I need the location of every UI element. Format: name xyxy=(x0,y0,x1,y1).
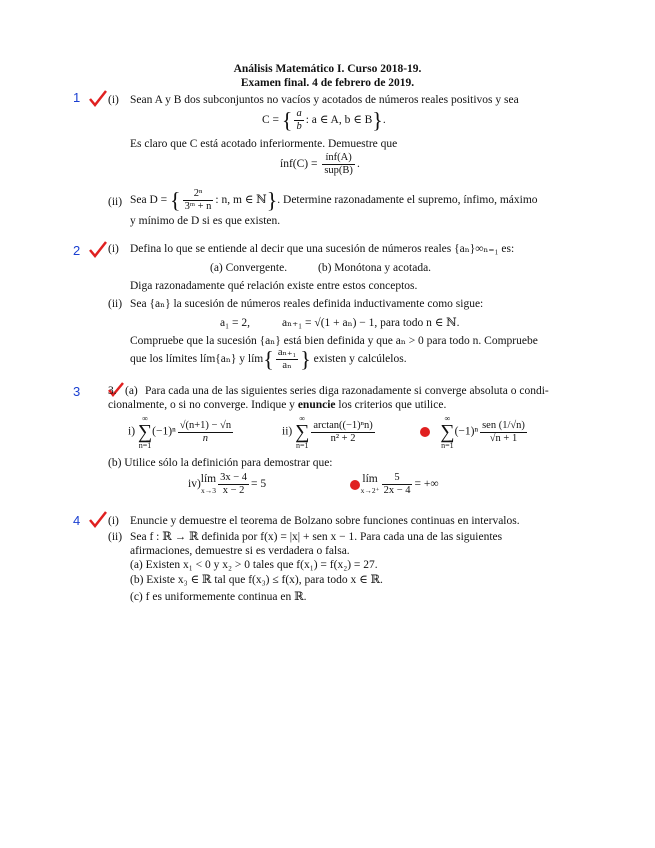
q3-limit-v: lím x→2⁺ $\frac{5}{2x - 4}$ = +∞ xyxy=(360,472,439,496)
q4-ii-text1: Sea f : ℝ → ℝ definida por f(x) = |x| + sen x − 1. Para cada una de las siguientes xyxy=(130,531,503,543)
q3-series-iii: ∞ ∑ n=1(−1)ⁿ $\frac{\text{sen (1/√n)}}{√n + 1}$ xyxy=(440,414,525,450)
q2-option-b: (b) Monótona y acotada. xyxy=(318,262,432,274)
check-mark-icon xyxy=(88,511,108,529)
q1-ii-formula: Sea D = { $\frac{\text{2ⁿ}}{\text{3ᵐ + n}}$ : n, m ∈ ℕ}. Determine razonadamente el supremo, ínfimo, máximo xyxy=(130,187,538,213)
q4-ii-text2: afirmaciones, demuestre si es verdadera o falsa. xyxy=(130,545,350,557)
exam-date: Examen final. 4 de febrero de 2019. xyxy=(240,77,415,89)
q1-i-text2: Es claro que C está acotado inferiormente. Demuestre que xyxy=(130,138,398,150)
q2-ii-text: Sea {aₙ} la sucesión de números reales definida inductivamente como sigue: xyxy=(130,298,484,310)
q1-i-label: (i) xyxy=(108,94,119,106)
q4-item-b: (b) Existe x₃ ∈ ℝ tal que f(x₃) ≤ f(x), para todo x ∈ ℝ. xyxy=(130,574,383,586)
q3-a-text1: Para cada una de las siguientes series diga razonadamente si converge absoluta o condi- xyxy=(145,385,549,397)
check-mark-icon xyxy=(88,90,108,108)
q4-i-label: (i) xyxy=(108,515,119,527)
q1-i-text: Sean A y B dos subconjuntos no vacíos y acotados de números reales positivos y sea xyxy=(130,94,519,106)
q3-series-ii: ii) ∞ ∑ n=1 $\frac{\text{arctan((−1)ⁿn)}}{\text{n² + 2}}$ xyxy=(282,414,373,450)
set-c-condition: : a ∈ A, b ∈ B xyxy=(305,114,373,127)
q4-item-c: (c) f es uniformemente continua en ℝ. xyxy=(130,591,307,603)
annotation-number-2: 2 xyxy=(73,243,81,258)
q4-i-text: Enuncie y demuestre el teorema de Bolzano sobre funciones continuas en intervalos. xyxy=(130,515,520,527)
annotation-number-1: 1 xyxy=(73,90,81,105)
q2-recurrence-an: aₙ₊₁ = √(1 + aₙ) − 1, para todo n ∈ ℕ. xyxy=(282,317,460,329)
q2-ii-text3: que los límites lím{aₙ} y lím{ $\frac{\text{aₙ₊₁}}{\text{aₙ}}$ } existen y calcúlelos. xyxy=(130,346,407,372)
exam-title: Análisis Matemático I. Curso 2018-19. xyxy=(233,63,422,75)
check-mark-icon xyxy=(88,241,108,259)
q2-i-label: (i) xyxy=(108,243,119,255)
q2-option-a: (a) Convergente. xyxy=(210,262,288,274)
q2-ii-label: (ii) xyxy=(108,298,123,310)
q4-ii-label: (ii) xyxy=(108,531,123,543)
q3-label: 3. xyxy=(108,385,117,397)
set-c-lhs: C = xyxy=(262,114,280,127)
q2-i-text2: Diga razonadamente qué relación existe entre estos conceptos. xyxy=(130,280,418,292)
q3-b-text: (b) Utilice sólo la definición para demostrar que: xyxy=(108,457,333,469)
q1-set-c: C = { $\frac{a}{b}$ : a ∈ A, b ∈ B}. xyxy=(262,107,386,133)
q4-item-a: (a) Existen x₁ < 0 y x₂ > 0 tales que f(x₁) = f(x₂) = 27. xyxy=(130,559,378,571)
annotation-number-4: 4 xyxy=(73,513,81,528)
q2-ii-text2: Compruebe que la sucesión {aₙ} está bien definida y que aₙ > 0 para todo n. Compruebe xyxy=(130,335,538,347)
q2-i-text: Defina lo que se entiende al decir que una sucesión de números reales {aₙ}∞ₙ₌₁ es: xyxy=(130,243,515,255)
q1-ii-text-c: y mínimo de D si es que existen. xyxy=(130,215,281,227)
q2-recurrence-a1: a₁ = 2, xyxy=(220,317,250,329)
q1-ii-label: (ii) xyxy=(108,196,123,208)
q3-limit-iv: iv)lím x→3 $\frac{3x - 4}{x - 2}$ = 5 xyxy=(188,472,267,496)
annotation-number-3: 3 xyxy=(73,384,81,399)
q1-inf-formula: ínf(C) = $\frac{\text{ínf(A)}}{\text{sup(B)}}$ . xyxy=(280,152,360,176)
q3-series-i: i) ∞ ∑ n=1(−1)ⁿ $\frac{√(n+1) - √n}{n}$ xyxy=(128,414,232,450)
q3-a-label: (a) xyxy=(125,385,138,397)
q3-a-text2: cionalmente, o si no converge. Indique y enuncie los criterios que utilice. xyxy=(108,399,447,411)
set-c-fraction: $\frac{a}{b}$ xyxy=(296,108,302,132)
